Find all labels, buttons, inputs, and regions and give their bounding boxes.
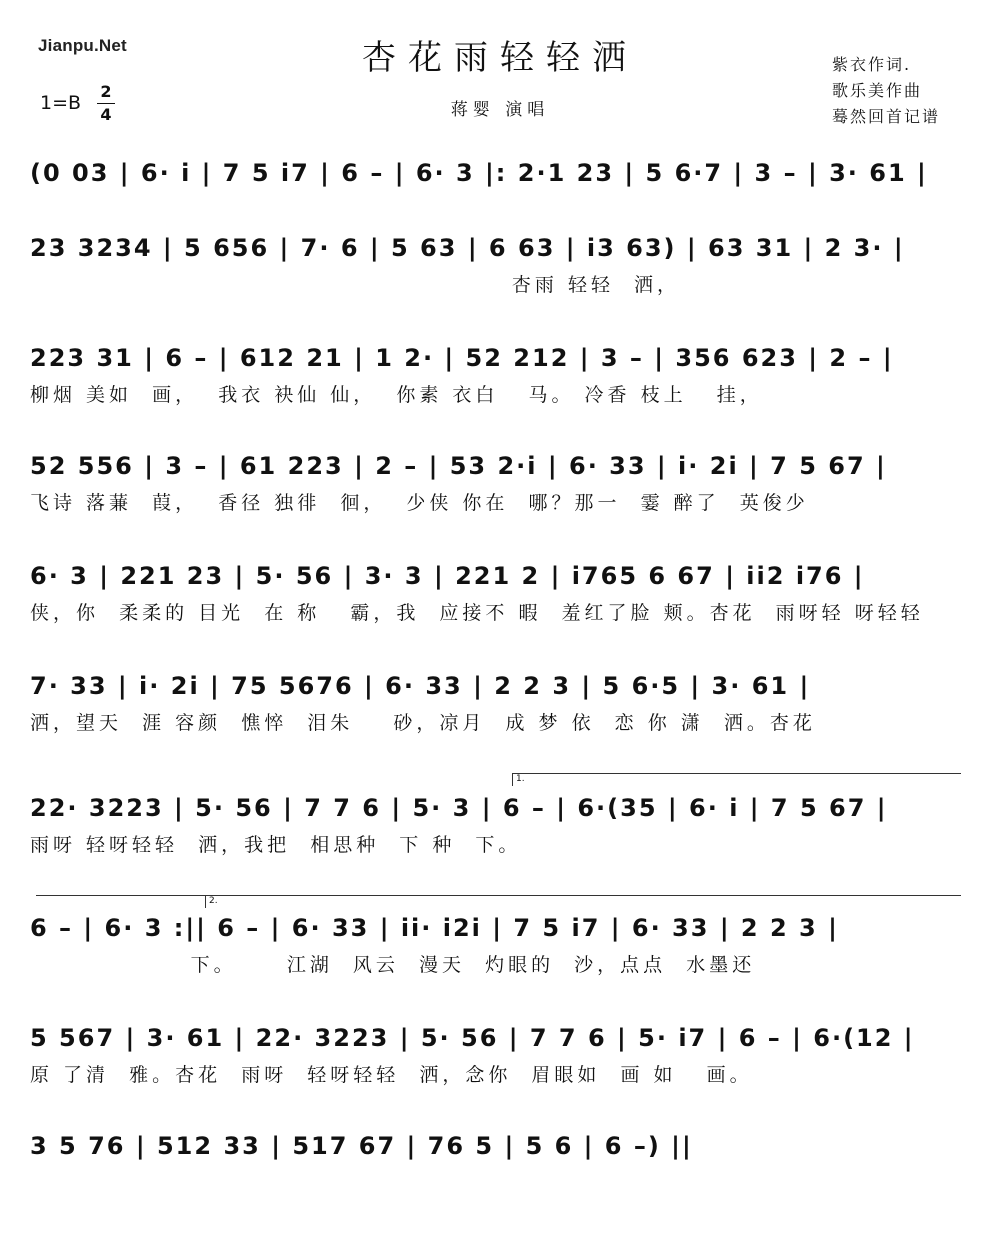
lyrics-line: 洒，望天 涯 容颜 憔悴 泪朱 砂，凉月 成 梦 依 恋 你 潇 洒。杏花 (30, 712, 816, 734)
lyrics-line: 杏雨 轻轻 洒， (30, 274, 681, 296)
second-ending-bracket (205, 895, 961, 908)
notation-line: 52 556 | 3 – | 61 223 | 2 – | 53 2·i | 6· 33 | i· 2i | 7 5 67 | (30, 452, 887, 480)
singer: 蒋婴 演唱 (450, 100, 550, 120)
notation-line: 23 3234 | 5 656 | 7· 6 | 5 63 | 6 63 | i3 63) | 63 31 | 2 3· | (30, 234, 905, 262)
composer: 歌乐美作曲 (832, 81, 923, 100)
key-signature: 1=B (40, 92, 82, 114)
lyrics-line: 柳烟 美如 画， 我衣 袂仙 仙， 你素 衣白 马。 冷香 枝上 挂， (30, 384, 763, 406)
notation-line: 6 – | 6· 3 :|| 6 – | 6· 33 | ii· i2i | 7 5 i7 | 6· 33 | 2 2 3 | (30, 914, 839, 942)
lyrics-line: 原 了清 雅。杏花 雨呀 轻呀轻轻 洒，念你 眉眼如 画 如 画。 (30, 1064, 753, 1086)
volta-label: 1. (516, 774, 525, 784)
lyrics-line: 侠，你 柔柔的 目光 在 称 霸，我 应接不 暇 羞红了脸 颊。杏花 雨呀轻 呀轻轻 (30, 602, 924, 624)
notation-line: 22· 3223 | 5· 56 | 7 7 6 | 5· 3 | 6 – | 6·(35 | 6· i | 7 5 67 | (30, 794, 888, 822)
lyrics-line: 雨呀 轻呀轻轻 洒，我把 相思种 下 种 下。 (30, 834, 522, 856)
notation-line: 7· 33 | i· 2i | 75 5676 | 6· 33 | 2 2 3 | 5 6·5 | 3· 61 | (30, 672, 811, 700)
first-ending-continuation (36, 895, 208, 896)
notation-line: 5 567 | 3· 61 | 22· 3223 | 5· 56 | 7 7 6 | 5· i7 | 6 – | 6·(12 | (30, 1024, 915, 1052)
time-bottom: 4 (100, 105, 112, 124)
notation-line: 3 5 76 | 512 33 | 517 67 | 76 5 | 5 6 | 6 –) || (30, 1132, 693, 1160)
notation-line: 223 31 | 6 – | 612 21 | 1 2· | 52 212 | 3 – | 356 623 | 2 – | (30, 344, 894, 372)
song-title: 杏花雨轻轻洒 (362, 38, 638, 78)
notation-line: 6· 3 | 221 23 | 5· 56 | 3· 3 | 221 2 | i765 6 67 | ii2 i76 | (30, 562, 865, 590)
time-top: 2 (100, 82, 112, 101)
lyricist: 紫衣作词. (832, 55, 912, 74)
transcriber: 蓦然回首记谱 (832, 107, 941, 126)
notation-line: (0 03 | 6· i | 7 5 i7 | 6 – | 6· 3 |: 2·1 23 | 5 6·7 | 3 – | 3· 61 | (30, 159, 928, 187)
volta-label: 2. (209, 896, 218, 906)
lyrics-line: 飞诗 落蒹 葭， 香径 独徘 徊， 少侠 你在 哪？那一 霎 醉了 英俊少 (30, 492, 809, 514)
site-logo: Jianpu.Net (38, 36, 127, 55)
credits (832, 52, 940, 130)
lyrics-line: 下。 江湖 风云 漫天 灼眼的 沙，点点 水墨还 (30, 954, 756, 976)
first-ending-bracket (512, 773, 961, 786)
